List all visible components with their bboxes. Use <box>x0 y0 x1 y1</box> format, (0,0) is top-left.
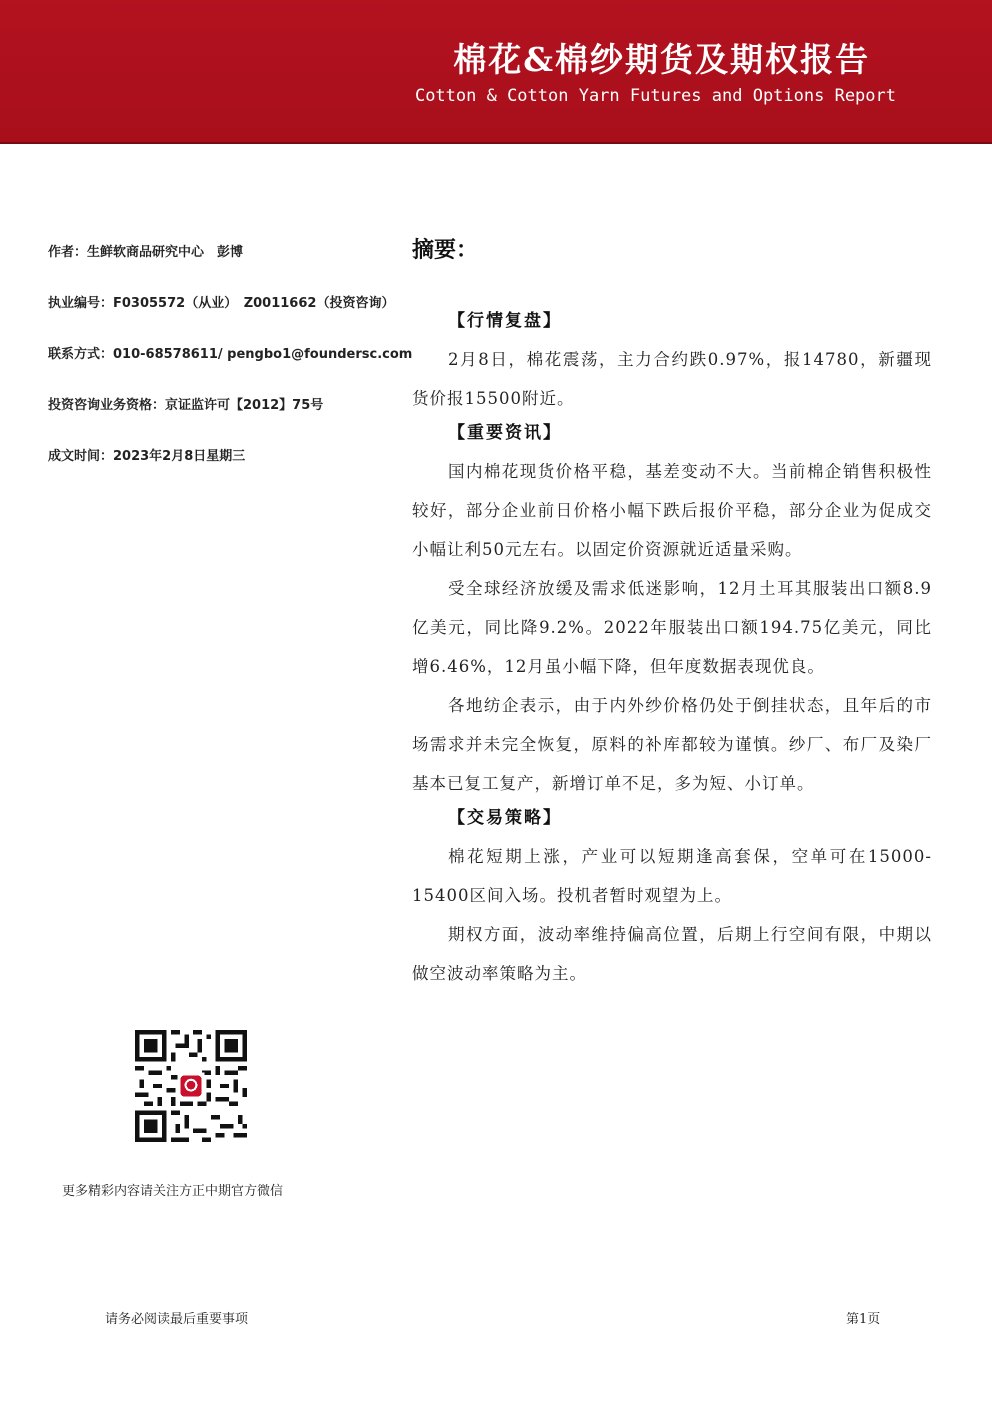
report-subtitle: Cotton & Cotton Yarn Futures and Options Report <box>414 86 896 106</box>
license-line: 执业编号：F0305572（从业） Z0011662（投资咨询） <box>48 296 395 311</box>
paragraph: 国内棉花现货价格平稳，基差变动不大。当前棉企销售积极性较好，部分企业前日价格小幅下跌后报价平稳，部分企业为促成交小幅让利50元左右。以固定价资源就近适量采购。 <box>412 462 932 559</box>
paragraph: 棉花短期上涨，产业可以短期逢高套保，空单可在15000-15400区间入场。投机者暂时观望为上。 <box>412 847 932 905</box>
report-title: 棉花&棉纱期货及期权报告 <box>453 40 870 79</box>
report-header <box>0 0 992 144</box>
page-number: 第1页 <box>846 1312 881 1327</box>
qr-code-icon <box>135 1030 247 1142</box>
paragraph: 期权方面，波动率维持偏高位置，后期上行空间有限，中期以做空波动率策略为主。 <box>412 925 932 983</box>
author-info <box>48 244 413 499</box>
qr-caption: 更多精彩内容请关注方正中期官方微信 <box>62 1184 284 1199</box>
paragraph: 2月8日，棉花震荡，主力合约跌0.97%，报14780，新疆现货价报15500附近。 <box>412 350 932 408</box>
summary-panel <box>412 236 932 993</box>
section-heading-trading-strategy: 【交易策略】 <box>448 808 562 828</box>
section-heading-key-news: 【重要资讯】 <box>448 423 562 443</box>
footer-notice: 请务必阅读最后重要事项 <box>105 1312 249 1327</box>
section-heading-market-review: 【行情复盘】 <box>448 311 562 331</box>
paragraph: 各地纺企表示，由于内外纱价格仍处于倒挂状态，且年后的市场需求并未完全恢复，原料的补库都较为谨慎。纱厂、布厂及染厂基本已复工复产，新增订单不足，多为短、小订单。 <box>412 696 932 793</box>
qualification-line: 投资咨询业务资格：京证监许可【2012】75号 <box>48 398 324 413</box>
date-line: 成文时间：2023年2月8日星期三 <box>48 449 246 464</box>
contact-line: 联系方式：010-68578611/ pengbo1@foundersc.com <box>48 347 413 362</box>
paragraph: 受全球经济放缓及需求低迷影响，12月土耳其服装出口额8.9亿美元，同比降9.2%。2022年服装出口额194.75亿美元，同比增6.46%，12月虽小幅下降，但年度数据表现优良。 <box>412 579 932 676</box>
summary-title: 摘要： <box>412 238 479 263</box>
author-line: 作者：生鲜软商品研究中心 彭博 <box>48 245 244 260</box>
